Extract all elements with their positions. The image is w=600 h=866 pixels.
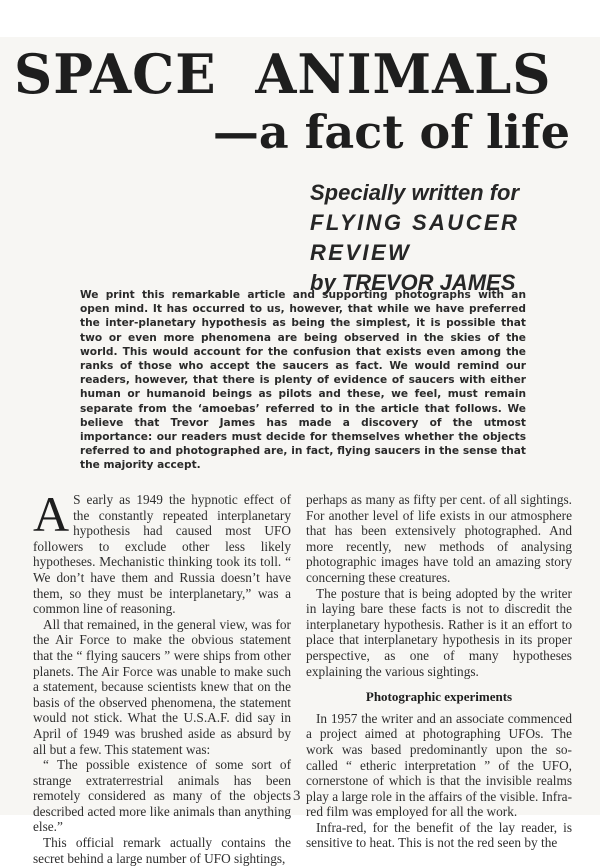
paragraph: perhaps as many as fifty per cent. of all sightings. For another level of life exists in our atmosphere that has been extensively photographed. And more recently, new methods of analysing photographic images have told an amazing story concerning these creatures. — [306, 492, 572, 585]
paragraph: All that remained, in the general view, was for the Air Force to make the obvious statement that the “ flying saucers ” were ships from other planets. The Air Force was unable to make such a statement, because scientists knew that on the basis of the observed phenomena, the statement would not stick. What the U.S.A.F. did say in April of 1949 was brushed aside as absurd by all but a few. This statement was: — [33, 616, 291, 757]
paragraph: The posture that is being adopted by the writer in laying bare these facts is not to discredit the interplanetary hypothesis. Rather is it an effort to place that interplanetary hypothesis in its proper perspective, as one of many hypotheses explaining the various sightings. — [306, 585, 572, 679]
editorial-intro — [80, 288, 526, 473]
byline-author: by TREVOR JAMES — [310, 270, 516, 295]
paragraph: S early as 1949 the hypnotic effect of the constantly repeated interplanetary hypothesis had caused most UFO followers to exclude other less likely hypotheses. Mechanistic thinking took its toll. “ We don’t have them and Russia doesn’t have them, so they must be interplanetary,” was a common line of reasoning. — [33, 492, 291, 617]
article-subtitle: —a fact of life — [212, 105, 570, 159]
byline — [310, 178, 600, 298]
quotation: “ The possible existence of some sort of strange extraterrestrial animals has been remotely considered as many of the objects described acted more like animals than anything else.” — [33, 757, 291, 835]
article-title: SPACE ANIMALS — [14, 42, 552, 106]
drop-cap: A — [33, 486, 70, 542]
section-heading: Photographic experiments — [365, 689, 513, 705]
paragraph: In 1957 the writer and an associate commenced a project aimed at photographing UFOs. The work was based predominantly upon the so-called “ etheric interpretation ” of the UFO, cornerstone of which is that the invisible realms play a large role in the affairs of the visible. Infra-red film was employed for all the work. — [306, 710, 572, 820]
page-number: 3 — [293, 788, 301, 804]
byline-line-1: Specially written for — [310, 180, 520, 205]
intro-text: We print this remarkable article and supporting photographs with an open mind. It has occurred to us, however, that while we have preferred the inter-planetary hypothesis as being the simplest, it is possible that two or even more phenomena are being observed in the skies of the world. This would account for the confusion that exists even among the ranks of those who accept the saucers as fact. We would remind our readers, however, that there is plenty of evidence of saucers with either human or humanoid beings as pilots and these, we feel, must remain separate from the ‘amoebas’ referred to in the article that follows. We believe that Trevor James has made a discovery of the utmost importance: our readers must decide for themselves whether the objects referred to and photographed are, in fact, flying saucers in the sense that the majority accept. — [80, 289, 526, 472]
paragraph: Infra-red, for the benefit of the lay reader, is sensitive to heat. This is not the red seen by the — [306, 819, 572, 851]
body-column-right — [306, 492, 572, 851]
byline-publication: FLYING SAUCER REVIEW — [310, 210, 520, 265]
body-column-left — [33, 486, 291, 866]
paragraph: This official remark actually contains the secret behind a large number of UFO sightings, — [33, 835, 291, 866]
